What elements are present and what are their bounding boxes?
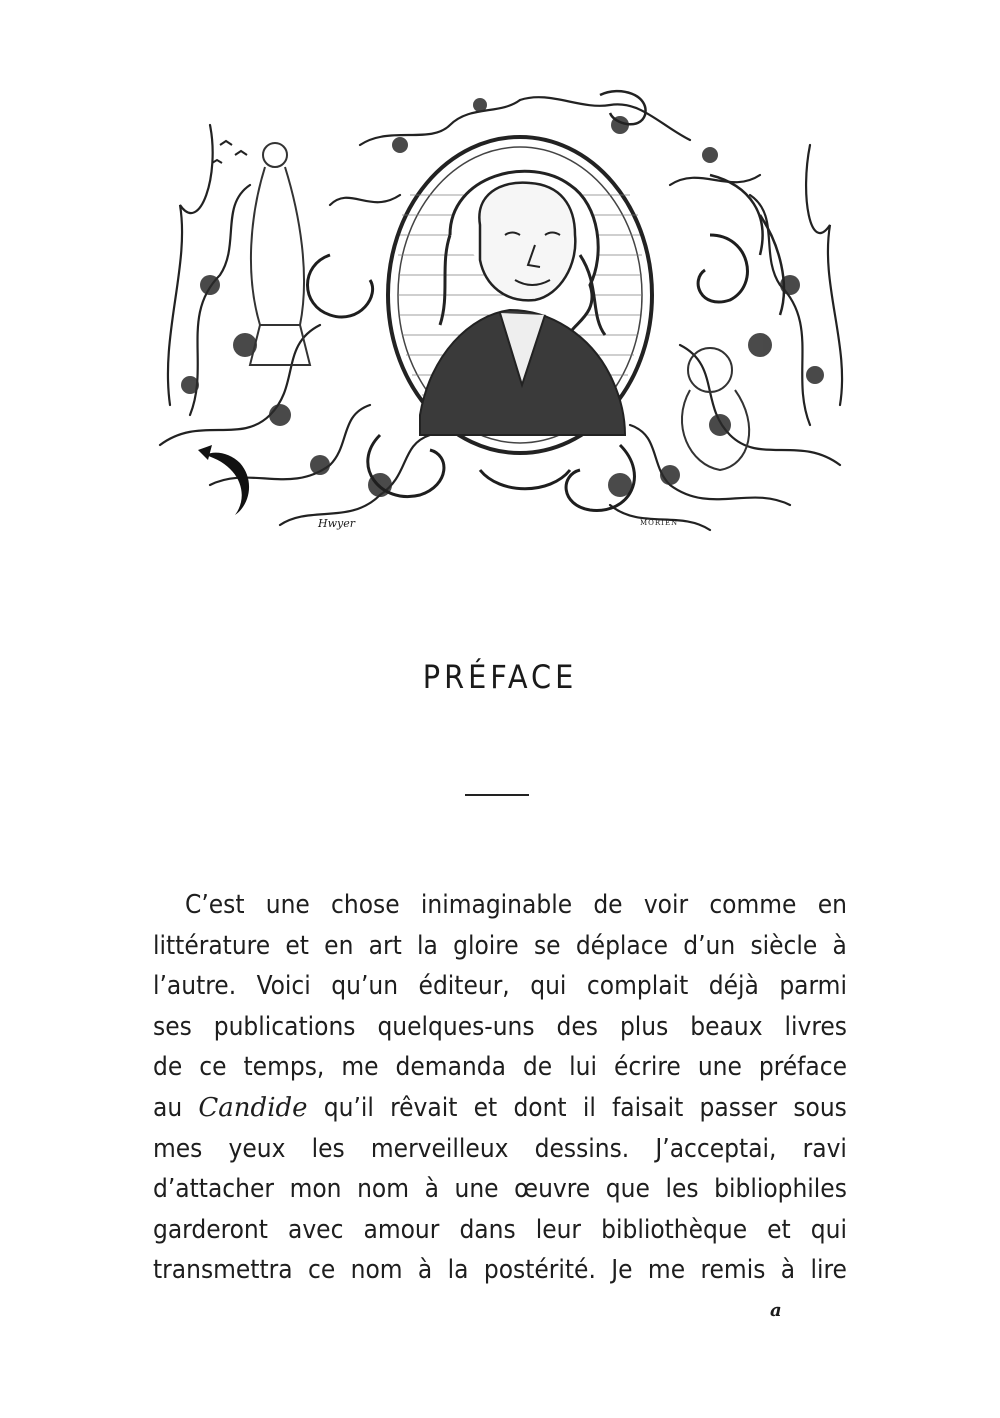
word: écrire (614, 1052, 681, 1083)
word: Candide (198, 1092, 308, 1123)
word: sous (793, 1092, 847, 1123)
engraver-mark: MORIEN (640, 519, 679, 527)
word: dessins. (534, 1133, 630, 1164)
word: art (368, 930, 402, 961)
word: dans (459, 1214, 516, 1245)
word: inimaginable (420, 890, 573, 920)
word: des (556, 1011, 598, 1042)
word: ce (199, 1052, 227, 1083)
word: nom (350, 1255, 403, 1286)
word: et (473, 1092, 498, 1123)
portrait-engraving (150, 85, 850, 535)
word: les (665, 1174, 699, 1205)
word: garderont (153, 1214, 268, 1245)
word: mon (289, 1174, 342, 1205)
word: comme (709, 890, 797, 920)
word: d’un (683, 930, 736, 961)
word: faisait (612, 1092, 684, 1123)
word: voir (643, 890, 689, 920)
word: me (647, 1255, 686, 1286)
word: ce (307, 1255, 336, 1286)
text-line (153, 1047, 847, 1088)
word: Voici (256, 971, 311, 1002)
artist-signature: Hwyer (318, 517, 355, 530)
word: demanda (395, 1052, 506, 1083)
frontispiece-vignette (150, 85, 850, 535)
word: ravi (802, 1133, 847, 1164)
word: déjà (708, 971, 759, 1002)
word: temps, (243, 1052, 325, 1083)
word: préface (758, 1052, 847, 1083)
word: littérature (153, 930, 271, 961)
text-line (153, 1129, 847, 1170)
word: plus (619, 1011, 669, 1042)
word: quelques-uns (377, 1011, 535, 1042)
word: ses (153, 1011, 192, 1042)
word: beaux (690, 1011, 763, 1042)
text-line (153, 1088, 847, 1129)
word: leur (535, 1214, 582, 1245)
word: à (417, 1255, 433, 1286)
word: passer (699, 1092, 778, 1123)
word: rêvait (390, 1092, 458, 1123)
word: à (424, 1174, 439, 1205)
word: qu’il (323, 1092, 374, 1123)
word: de (593, 890, 623, 920)
word: en (324, 930, 354, 961)
word: à (832, 930, 847, 961)
word: bibliothèque (601, 1214, 748, 1245)
word: postérité. (483, 1255, 596, 1286)
word: une (265, 890, 310, 920)
word: au (153, 1092, 183, 1123)
text-line (153, 1007, 847, 1048)
word: me (341, 1052, 379, 1083)
word: à (780, 1255, 796, 1286)
text-line (153, 885, 847, 926)
word: qui (810, 1214, 847, 1245)
word: d’attacher (153, 1174, 274, 1205)
signature-mark: a (770, 1300, 782, 1321)
word: qui (530, 971, 567, 1002)
word: gloire (453, 930, 519, 961)
word: lui (569, 1052, 597, 1083)
word: et (285, 930, 309, 961)
text-line (153, 926, 847, 967)
text-line (153, 1169, 847, 1210)
word: que (605, 1174, 650, 1205)
word: se (533, 930, 561, 961)
word: il (582, 1092, 596, 1123)
word: transmettra (153, 1255, 293, 1286)
word: lire (810, 1255, 847, 1286)
word: merveilleux (370, 1133, 509, 1164)
text-line (153, 1250, 847, 1291)
word: œuvre (514, 1174, 591, 1205)
word: J’acceptai, (655, 1133, 777, 1164)
text-line (153, 966, 847, 1007)
word: C’est (185, 890, 245, 920)
word: nom (357, 1174, 410, 1205)
word: mes (153, 1133, 203, 1164)
word: complait (586, 971, 689, 1002)
word: de (153, 1052, 183, 1083)
text-line (153, 1210, 847, 1251)
word: chose (331, 890, 400, 920)
word: une (454, 1174, 499, 1205)
preface-paragraph (153, 885, 847, 1291)
word: éditeur, (418, 971, 510, 1002)
word: livres (784, 1011, 847, 1042)
word: bibliophiles (714, 1174, 847, 1205)
word: la (447, 1255, 469, 1286)
word: amour (363, 1214, 440, 1245)
word: les (311, 1133, 345, 1164)
word: avec (288, 1214, 344, 1245)
word: yeux (228, 1133, 286, 1164)
word: déplace (575, 930, 669, 961)
word: qu’un (331, 971, 399, 1002)
word: et (767, 1214, 791, 1245)
word: siècle (750, 930, 818, 961)
title-rule (465, 794, 529, 796)
word: l’autre. (153, 971, 237, 1002)
word: une (697, 1052, 742, 1083)
word: dont (513, 1092, 567, 1123)
word: de (522, 1052, 553, 1083)
word: parmi (779, 971, 847, 1002)
word: en (817, 890, 847, 920)
word: remis (700, 1255, 766, 1286)
word: Je (611, 1255, 633, 1286)
page-title: PRÉFACE (422, 658, 578, 696)
word: la (417, 930, 438, 961)
word: publications (213, 1011, 356, 1042)
